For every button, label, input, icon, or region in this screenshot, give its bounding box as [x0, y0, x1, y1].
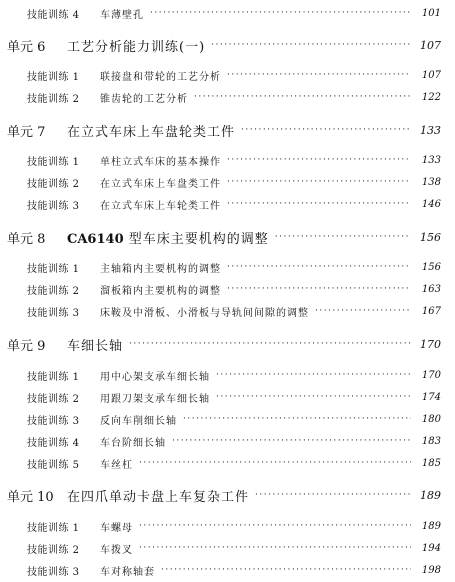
toc-unit-heading[interactable]: [0, 486, 455, 504]
entry-title: 溜板箱内主要机构的调整: [100, 285, 221, 297]
toc-entry[interactable]: [0, 561, 455, 579]
entry-title: 用中心架支承车细长轴: [100, 371, 210, 383]
toc-entry[interactable]: [0, 151, 455, 169]
dot-leader: [211, 40, 411, 50]
toc-entry[interactable]: [0, 66, 455, 84]
dot-leader: [139, 543, 411, 553]
entry-label: 技能训练 3: [27, 307, 80, 319]
unit-label: 单元 7: [7, 124, 46, 140]
entry-title: 车拨叉: [100, 544, 133, 556]
toc-entry[interactable]: [0, 173, 455, 191]
entry-page: 174: [421, 391, 441, 403]
entry-page: 183: [421, 435, 441, 447]
entry-page: 167: [421, 305, 441, 317]
toc-entry[interactable]: [0, 454, 455, 472]
dot-leader: [216, 370, 411, 380]
entry-label: 技能训练 3: [27, 200, 80, 212]
unit-title: 车细长轴: [67, 338, 124, 354]
dot-leader: [194, 92, 411, 102]
entry-page: 138: [421, 176, 441, 188]
unit-label: 单元 9: [7, 338, 46, 354]
entry-label: 技能训练 1: [27, 156, 80, 168]
entry-label: 技能训练 2: [27, 393, 80, 405]
entry-label: 技能训练 5: [27, 459, 80, 471]
dot-leader: [216, 392, 411, 402]
entry-title: 锥齿轮的工艺分析: [100, 93, 188, 105]
toc-entry[interactable]: [0, 258, 455, 276]
toc-entry[interactable]: [0, 388, 455, 406]
toc-entry[interactable]: [0, 517, 455, 535]
unit-title: [67, 228, 269, 247]
toc-unit-heading[interactable]: [0, 335, 455, 353]
entry-label: 技能训练 1: [27, 522, 80, 534]
dot-leader: [172, 436, 411, 446]
entry-page: 163: [421, 283, 441, 295]
toc-entry[interactable]: [0, 4, 455, 22]
entry-label: 技能训练 1: [27, 71, 80, 83]
unit-label: 单元 6: [7, 39, 46, 55]
dot-leader: [183, 414, 411, 424]
dot-leader: [275, 232, 411, 242]
toc-unit-heading[interactable]: [0, 121, 455, 139]
entry-title: 在立式车床上车盘类工件: [100, 178, 221, 190]
entry-label: 技能训练 2: [27, 285, 80, 297]
unit-title: 在立式车床上车盘轮类工件: [67, 124, 236, 140]
entry-label: 技能训练 2: [27, 93, 80, 105]
entry-label: 技能训练 3: [27, 415, 80, 427]
dot-leader: [227, 155, 411, 165]
dot-leader: [227, 70, 411, 80]
dot-leader: [315, 306, 411, 316]
entry-page: 122: [421, 91, 441, 103]
dot-leader: [139, 521, 411, 531]
dot-leader: [227, 177, 411, 187]
entry-title: 在立式车床上车轮类工件: [100, 200, 221, 212]
entry-title: 单柱立式车床的基本操作: [100, 156, 221, 168]
entry-title: 车台阶细长轴: [100, 437, 166, 449]
dot-leader: [255, 490, 411, 500]
toc-entry[interactable]: [0, 366, 455, 384]
entry-label: 技能训练 1: [27, 371, 80, 383]
entry-label: 技能训练 4: [27, 9, 80, 21]
entry-label: 技能训练 1: [27, 263, 80, 275]
dot-leader: [139, 458, 411, 468]
entry-title: 用跟刀架支承车细长轴: [100, 393, 210, 405]
unit-page: 189: [420, 488, 441, 502]
unit-label: 单元 10: [7, 489, 54, 505]
unit-title: 工艺分析能力训练(一): [67, 39, 206, 55]
entry-page: 194: [421, 542, 441, 554]
toc-entry[interactable]: [0, 410, 455, 428]
unit-title: 在四爪单动卡盘上车复杂工件: [67, 489, 250, 505]
entry-page: 133: [421, 154, 441, 166]
entry-page: 101: [421, 7, 441, 19]
entry-title: 床鞍及中滑板、小滑板与导轨间间隙的调整: [100, 307, 309, 319]
entry-page: 170: [421, 369, 441, 381]
entry-label: 技能训练 2: [27, 544, 80, 556]
unit-title-text: 型车床主要机构的调整: [123, 231, 269, 247]
unit-page: 170: [420, 337, 441, 351]
entry-page: 185: [421, 457, 441, 469]
entry-title: 车对称轴套: [100, 566, 155, 578]
entry-page: 180: [421, 413, 441, 425]
entry-label: 技能训练 4: [27, 437, 80, 449]
toc-entry[interactable]: [0, 432, 455, 450]
unit-page: 107: [420, 38, 441, 52]
unit-title-model: CA6140: [67, 231, 124, 247]
dot-leader: [161, 565, 411, 575]
dot-leader: [227, 199, 411, 209]
toc-unit-heading[interactable]: [0, 36, 455, 54]
unit-page: 133: [420, 123, 441, 137]
toc-entry[interactable]: [0, 302, 455, 320]
toc-entry[interactable]: [0, 195, 455, 213]
entry-title: 车螺母: [100, 522, 133, 534]
entry-page: 146: [421, 198, 441, 210]
entry-page: 107: [421, 69, 441, 81]
toc-entry[interactable]: [0, 280, 455, 298]
entry-title: 主轴箱内主要机构的调整: [100, 263, 221, 275]
entry-page: 189: [421, 520, 441, 532]
entry-label: 技能训练 2: [27, 178, 80, 190]
dot-leader: [150, 8, 411, 18]
entry-page: 156: [421, 261, 441, 273]
dot-leader: [241, 125, 411, 135]
entry-title: 反向车削细长轴: [100, 415, 177, 427]
toc-unit-heading[interactable]: [0, 228, 455, 246]
entry-title: 联接盘和带轮的工艺分析: [100, 71, 221, 83]
unit-label: 单元 8: [7, 231, 46, 247]
unit-page: 156: [420, 230, 441, 244]
toc-entry[interactable]: [0, 539, 455, 557]
entry-title: 车薄壁孔: [100, 9, 144, 21]
toc-entry[interactable]: [0, 88, 455, 106]
entry-title: 车丝杠: [100, 459, 133, 471]
dot-leader: [227, 262, 411, 272]
entry-label: 技能训练 3: [27, 566, 80, 578]
entry-page: 198: [421, 564, 441, 576]
dot-leader: [129, 339, 411, 349]
dot-leader: [227, 284, 411, 294]
